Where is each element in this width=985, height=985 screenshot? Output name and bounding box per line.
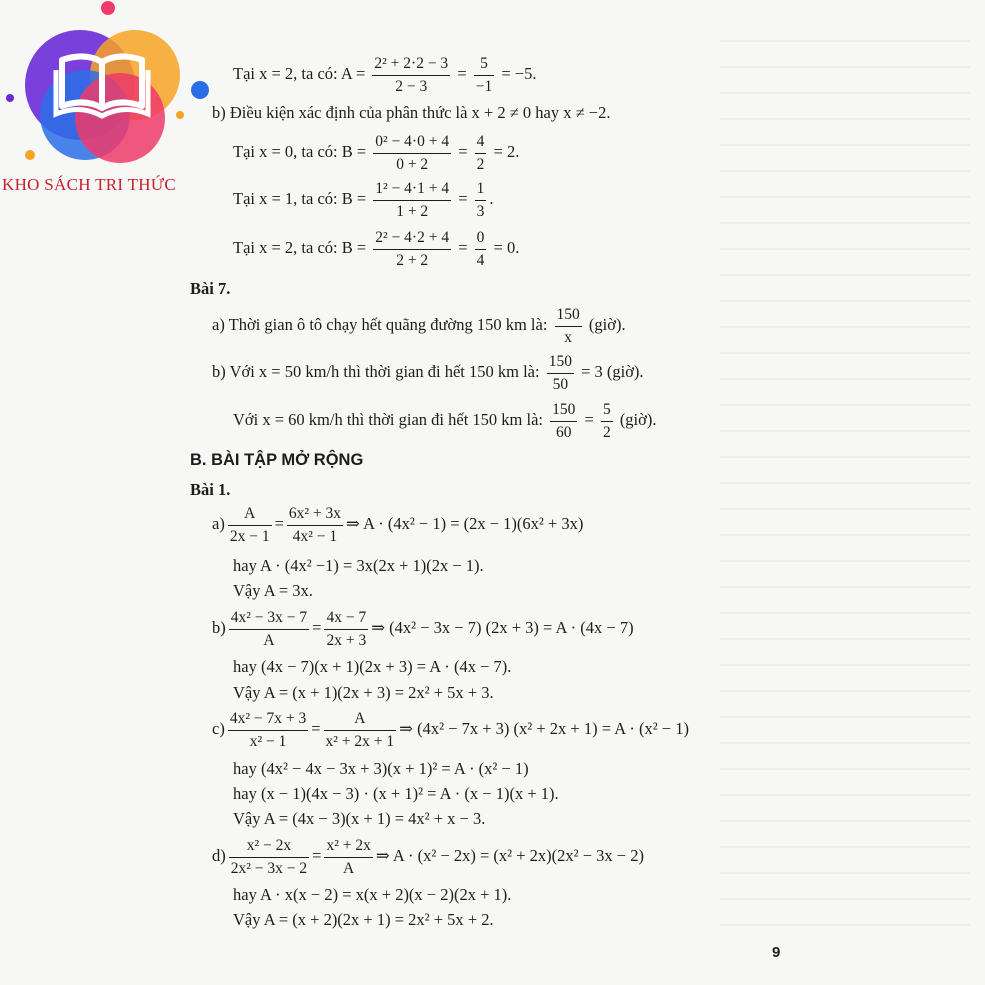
ex7-b: b) Với x = 50 km/h thì thời gian đi hết 150 km là: $\frac{150}{50}$ = 3 (giờ). [212, 353, 644, 393]
exercise-7-heading: Bài 7. [190, 279, 231, 298]
line-b-x2: Tại x = 2, ta có: B = $\frac{\text{2² − 4·2 + 4}}{2 + 2}$ = $\frac{0}{4}$ = 0. [233, 229, 520, 269]
line-a-x2: Tại x = 2, ta có: A = $\frac{\text{2² + 2·2 − 3}}{2 - 3}$ = $\frac{5}{-1}$ = −5. [233, 55, 537, 95]
exercise-1-heading: Bài 1. [190, 480, 231, 499]
line-b-condition: b) Điều kiện xác định của phân thức là x + 2 ≠ 0 hay x ≠ −2. [212, 103, 611, 122]
ex1-c-result: Vậy A = (4x − 3)(x + 1) = 4x² + x − 3. [233, 809, 486, 828]
line-b-x1: Tại x = 1, ta có: B = $\frac{\text{1² − 4·1 + 4}}{1 + 2}$ = $\frac{1}{3}$ . [233, 180, 494, 220]
line-b-x0: Tại x = 0, ta có: B = $\frac{\text{0² − 4·0 + 4}}{0 + 2}$ = $\frac{4}{2}$ = 2. [233, 133, 520, 173]
ex1-b-result: Vậy A = (x + 1)(2x + 3) = 2x² + 5x + 3. [233, 683, 494, 702]
ex1-a-equation: a) $\frac{A}{2x - 1}$ = $\frac{\text{6x² + 3x}}{\text{4x² − 1}}$ ⇒ A · (4x² − 1) = (2x − 1)(6x² + 3x) [212, 505, 584, 545]
ex1-a-step: hay A · (4x² −1) = 3x(2x + 1)(2x − 1). [233, 556, 484, 575]
logo-graphic [0, 0, 230, 200]
ex1-d-result: Vậy A = (x + 2)(2x + 1) = 2x² + 5x + 2. [233, 910, 494, 929]
page-number: 9 [772, 944, 781, 961]
ex7-a: a) Thời gian ô tô chạy hết quãng đường 150 km là: $\frac{150}{x}$ (giờ). [212, 306, 626, 346]
ex1-d-step: hay A · x(x − 2) = x(x + 2)(x − 2)(2x + 1). [233, 885, 512, 904]
bleed-through-text [720, 40, 970, 940]
ex1-c-step2: hay (x − 1)(4x − 3) · (x + 1)² = A · (x − 1)(x + 1). [233, 784, 559, 803]
ex1-c-step1: hay (4x² − 4x − 3x + 3)(x + 1)² = A · (x² − 1) [233, 759, 529, 778]
ex1-d-equation: d) $\frac{\text{x² − 2x}}{\text{2x² − 3x − 2}}$ = $\frac{\text{x² + 2x}}{A}$ ⇒ A · (x² − 2x) = (x² + 2x)(2x² − 3x − 2) [212, 837, 644, 877]
ex1-c-equation: c) $\frac{\text{4x² − 7x + 3}}{\text{x² − 1}}$ = $\frac{A}{\text{x² + 2x + 1}}$ ⇒ (4x² − 7x + 3) (x² + 2x + 1) = A · (x² − 1) [212, 710, 689, 750]
brand-name: KHO SÁCH TRI THỨC [2, 175, 176, 194]
ex7-c: Với x = 60 km/h thì thời gian đi hết 150 km là: $\frac{150}{60}$ = $\frac{5}{2}$ (giờ). [233, 401, 657, 441]
ex1-b-equation: b) $\frac{\text{4x² − 3x − 7}}{A}$ = $\frac{4x - 7}{2x + 3}$ ⇒ (4x² − 3x − 7) (2x + 3) = A · (4x − 7) [212, 609, 634, 649]
section-heading: B. BÀI TẬP MỞ RỘNG [190, 451, 364, 469]
ex1-b-step: hay (4x − 7)(x + 1)(2x + 3) = A · (4x − 7). [233, 657, 512, 676]
ex1-a-result: Vậy A = 3x. [233, 581, 313, 600]
